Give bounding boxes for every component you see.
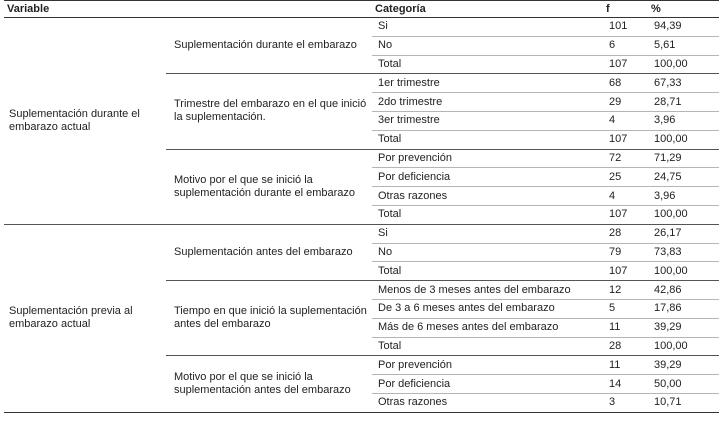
categoria-cell: De 3 a 6 meses antes del embarazo	[372, 299, 603, 318]
percent-cell: 24,75	[648, 168, 719, 187]
frequency-cell: 29	[603, 93, 648, 112]
frequency-cell: 14	[603, 375, 648, 394]
subvariable-cell: Motivo por el que se inició la suplementación antes del embarazo	[166, 356, 372, 412]
frequency-cell: 79	[603, 243, 648, 262]
percent-cell: 39,29	[648, 356, 719, 375]
table-body	[4, 18, 719, 413]
categoria-cell: Si	[372, 224, 603, 243]
header-f: f	[603, 1, 648, 18]
percent-cell: 26,17	[648, 224, 719, 243]
percent-cell: 10,71	[648, 393, 719, 412]
percent-cell: 67,33	[648, 74, 719, 93]
percent-cell: 39,29	[648, 318, 719, 337]
table-row	[4, 224, 719, 243]
percent-cell: 100,00	[648, 130, 719, 149]
header-pct: %	[648, 1, 719, 18]
frequency-cell: 6	[603, 36, 648, 55]
subvariable-cell: Tiempo en que inició la suplementación antes del embarazo	[166, 281, 372, 356]
frequency-cell: 25	[603, 168, 648, 187]
categoria-cell: Por prevención	[372, 356, 603, 375]
frequency-cell: 3	[603, 393, 648, 412]
frequency-cell: 107	[603, 130, 648, 149]
categoria-cell: Total	[372, 130, 603, 149]
subvariable-cell: Motivo por el que se inició la suplementación durante el embarazo	[166, 149, 372, 224]
table-row	[4, 18, 719, 37]
subvariable-cell: Trimestre del embarazo en el que inició la suplementación.	[166, 74, 372, 149]
percent-cell: 100,00	[648, 205, 719, 224]
frequency-cell: 11	[603, 318, 648, 337]
categoria-cell: Si	[372, 18, 603, 37]
categoria-cell: Total	[372, 262, 603, 281]
percent-cell: 3,96	[648, 187, 719, 206]
frequency-cell: 68	[603, 74, 648, 93]
percent-cell: 3,96	[648, 111, 719, 130]
frequency-cell: 28	[603, 224, 648, 243]
frequency-cell: 28	[603, 337, 648, 356]
frequency-cell: 4	[603, 187, 648, 206]
categoria-cell: Por deficiencia	[372, 375, 603, 394]
categoria-cell: Por deficiencia	[372, 168, 603, 187]
frequency-cell: 5	[603, 299, 648, 318]
frequency-cell: 107	[603, 205, 648, 224]
frequency-cell: 11	[603, 356, 648, 375]
percent-cell: 100,00	[648, 337, 719, 356]
variable-cell: Suplementación previa al embarazo actual	[4, 224, 166, 412]
supplementation-table	[4, 0, 719, 413]
categoria-cell: Total	[372, 55, 603, 74]
categoria-cell: Por prevención	[372, 149, 603, 168]
frequency-cell: 107	[603, 262, 648, 281]
percent-cell: 94,39	[648, 18, 719, 37]
categoria-cell: Menos de 3 meses antes del embarazo	[372, 281, 603, 300]
frequency-cell: 72	[603, 149, 648, 168]
percent-cell: 50,00	[648, 375, 719, 394]
percent-cell: 5,61	[648, 36, 719, 55]
percent-cell: 71,29	[648, 149, 719, 168]
categoria-cell: Otras razones	[372, 187, 603, 206]
percent-cell: 28,71	[648, 93, 719, 112]
frequency-cell: 4	[603, 111, 648, 130]
variable-cell: Suplementación durante el embarazo actual	[4, 18, 166, 225]
categoria-cell: Total	[372, 337, 603, 356]
frequency-cell: 101	[603, 18, 648, 37]
subvariable-cell: Suplementación durante el embarazo	[166, 18, 372, 74]
frequency-cell: 12	[603, 281, 648, 300]
categoria-cell: Total	[372, 205, 603, 224]
header-row	[4, 1, 719, 18]
header-variable: Variable	[4, 1, 166, 18]
percent-cell: 100,00	[648, 55, 719, 74]
subvariable-cell: Suplementación antes del embarazo	[166, 224, 372, 280]
categoria-cell: 3er trimestre	[372, 111, 603, 130]
percent-cell: 42,86	[648, 281, 719, 300]
categoria-cell: Más de 6 meses antes del embarazo	[372, 318, 603, 337]
percent-cell: 73,83	[648, 243, 719, 262]
categoria-cell: 2do trimestre	[372, 93, 603, 112]
percent-cell: 17,86	[648, 299, 719, 318]
categoria-cell: Otras razones	[372, 393, 603, 412]
categoria-cell: No	[372, 36, 603, 55]
header-blank	[166, 1, 372, 18]
percent-cell: 100,00	[648, 262, 719, 281]
categoria-cell: 1er trimestre	[372, 74, 603, 93]
header-categoria: Categoría	[372, 1, 603, 18]
frequency-cell: 107	[603, 55, 648, 74]
categoria-cell: No	[372, 243, 603, 262]
